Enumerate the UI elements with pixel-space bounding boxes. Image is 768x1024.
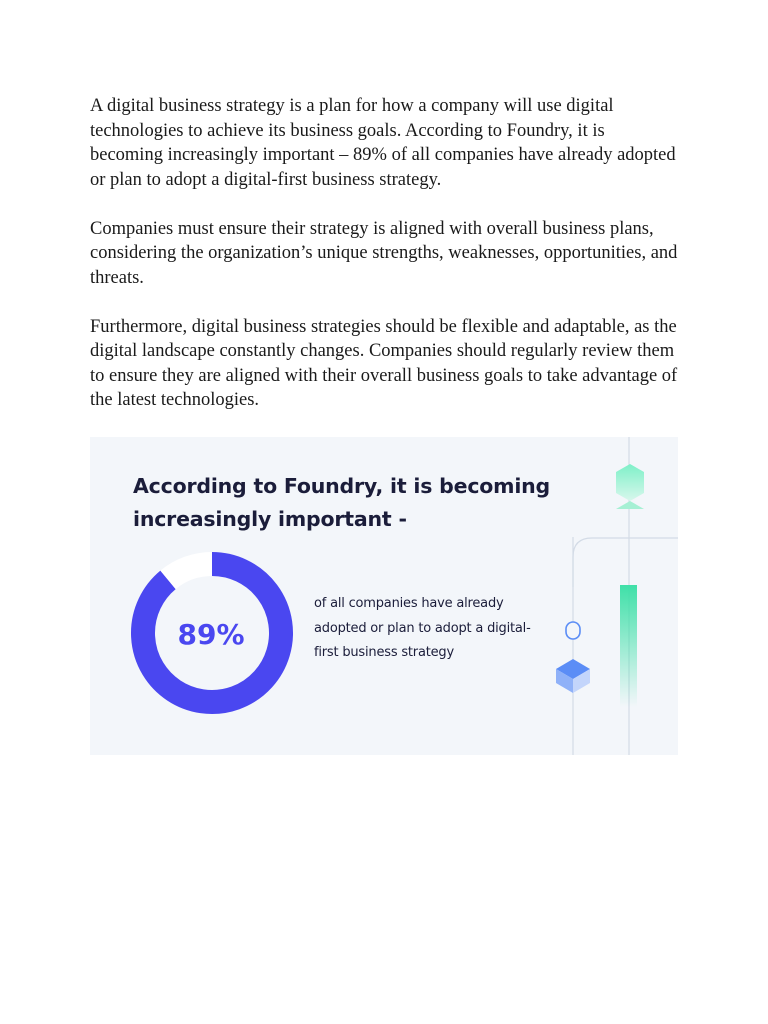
paragraph-1: A digital business strategy is a plan for how a company will use digital technologies to achieve its business goals. According to Foundry, it is becoming increasingly important – 89% of all companies have already adopted or plan to adopt a digital-first business strategy.: [90, 96, 676, 190]
paragraph-2: Companies must ensure their strategy is aligned with overall business plans, considering the organization’s unique strengths, weaknesses, opportunities, and threats.: [90, 218, 678, 288]
green-gem-icon: [616, 464, 644, 509]
infographic-description: of all companies have already adopted or plan to adopt a digital-first business strategy: [314, 596, 531, 660]
document-body: [90, 94, 682, 437]
blue-cube-icon: [556, 659, 590, 693]
donut-center-label: 89%: [177, 618, 245, 651]
foundry-infographic: [90, 437, 678, 755]
infographic-title: According to Foundry, it is becoming increasingly important -: [133, 474, 551, 531]
decor-rounded-frame: [573, 538, 678, 587]
green-gradient-bar: [620, 585, 637, 707]
donut-slice-remainder: [168, 564, 212, 580]
paragraph-3: Furthermore, digital business strategies should be flexible and adaptable, as the digital landscape constantly changes. Companies should regularly review them to ensure they are aligned with their overall business goals to take advantage of the latest technologies.: [90, 316, 678, 410]
ring-icon: [566, 622, 580, 639]
